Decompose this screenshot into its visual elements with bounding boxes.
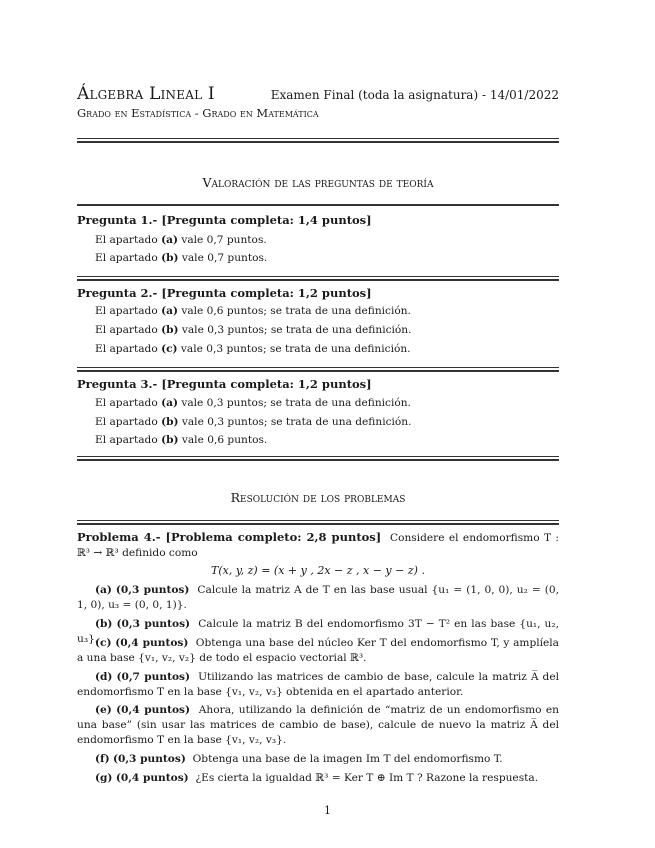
problem-4-intro-text: Considere el endomorfismo T : ℝ³ → ℝ³ definido como [77, 532, 559, 560]
problem-4-label: Problema 4.- [77, 530, 166, 544]
part-d: (d) (0,7 puntos) Utilizando las matrices de cambio de base, calcule la matriz A̅ del endomorfismo T en la base {v₁, v₂, v₃} obtenida en el apartado anterior. [77, 671, 559, 699]
q3-item-a: El apartado (a) vale 0,3 puntos; se trata de una definición. [95, 397, 411, 409]
question-2-label: Pregunta 2.- [77, 286, 162, 300]
degrees-line: Grado en Estadística - Grado en Matemática [77, 106, 319, 120]
q2-item-c: El apartado (c) vale 0,3 puntos; se trata de una definición. [95, 343, 411, 355]
part-e: (e) (0,4 puntos) Ahora, utilizando la definición de “matriz de un endomorfismo en una base” (sin usar las matrices de cambio de base), calcule de nuevo la matriz A̅ del endomorfismo T en la base {v₁, v₂, v₃}. [77, 704, 559, 747]
q1-rule-top [77, 204, 559, 206]
question-1-label: Pregunta 1.- [77, 213, 162, 227]
page-number: 1 [324, 804, 331, 817]
question-1-points: [Pregunta completa: 1,4 puntos] [161, 213, 372, 227]
theory-end-rule-a [77, 456, 559, 457]
q2-item-b: El apartado (b) vale 0,3 puntos; se trata de una definición. [95, 324, 412, 336]
header-rule-bottom [77, 141, 559, 143]
question-2-title [77, 286, 372, 300]
q2-item-a: El apartado (a) vale 0,6 puntos; se trata de una definición. [95, 305, 411, 317]
part-c: (c) (0,4 puntos) Obtenga una base del núcleo Ker T del endomorfismo T, y amplíela a una base {v₁, v₂, v₂} de todo el espacio vectorial ℝ³. [77, 637, 559, 665]
problem-rule-a [77, 520, 559, 521]
q3-rule-a [77, 367, 559, 368]
question-3-title [77, 377, 372, 391]
question-1-title [77, 213, 372, 227]
question-2-points: [Pregunta completa: 1,2 puntos] [161, 286, 372, 300]
question-3-points: [Pregunta completa: 1,2 puntos] [161, 377, 372, 391]
exam-info: Examen Final (toda la asignatura) - 14/01/2022 [270, 88, 559, 102]
part-g: (g) (0,4 puntos) ¿Es cierta la igualdad ℝ³ = Ker T ⊕ Im T ? Razone la respuesta. [95, 772, 539, 784]
part-f: (f) (0,3 puntos) Obtenga una base de la imagen Im T del endomorfismo T. [95, 753, 503, 765]
q3-item-b: El apartado (b) vale 0,3 puntos; se trata de una definición. [95, 416, 412, 428]
q1-item-a: El apartado (a) vale 0,7 puntos. [95, 234, 267, 246]
problems-section-title: Resolución de los problemas [230, 490, 406, 505]
header-rule-top [77, 138, 559, 139]
problem-4-formula: T(x, y, z) = (x + y , 2x − z , x − y − z) . [211, 564, 425, 577]
theory-end-rule-b [77, 459, 559, 461]
q2-rule-b [77, 279, 559, 281]
problem-4-intro [77, 530, 559, 561]
q1-item-b: El apartado (b) vale 0,7 puntos. [95, 252, 268, 264]
q2-rule-a [77, 276, 559, 277]
part-a: (a) (0,3 puntos) Calcule la matriz A de T en las base usual {u₁ = (1, 0, 0), u₂ = (0, 1, 0), u₃ = (0, 0, 1)}. [77, 584, 559, 612]
theory-section-title: Valoración de las preguntas de teoría [202, 175, 434, 190]
q3-item-c: El apartado (b) vale 0,6 puntos. [95, 434, 268, 446]
problem-rule-b [77, 523, 559, 525]
question-3-label: Pregunta 3.- [77, 377, 162, 391]
problem-4-points: [Problema completo: 2,8 puntos] [165, 530, 382, 544]
part-b: (b) (0,3 puntos) Calcule la matriz B del endomorfismo 3T − T² en las base {u₁, u₂, u₃}. [77, 618, 559, 646]
course-title: Álgebra Lineal I [77, 84, 215, 104]
q3-rule-b [77, 370, 559, 372]
